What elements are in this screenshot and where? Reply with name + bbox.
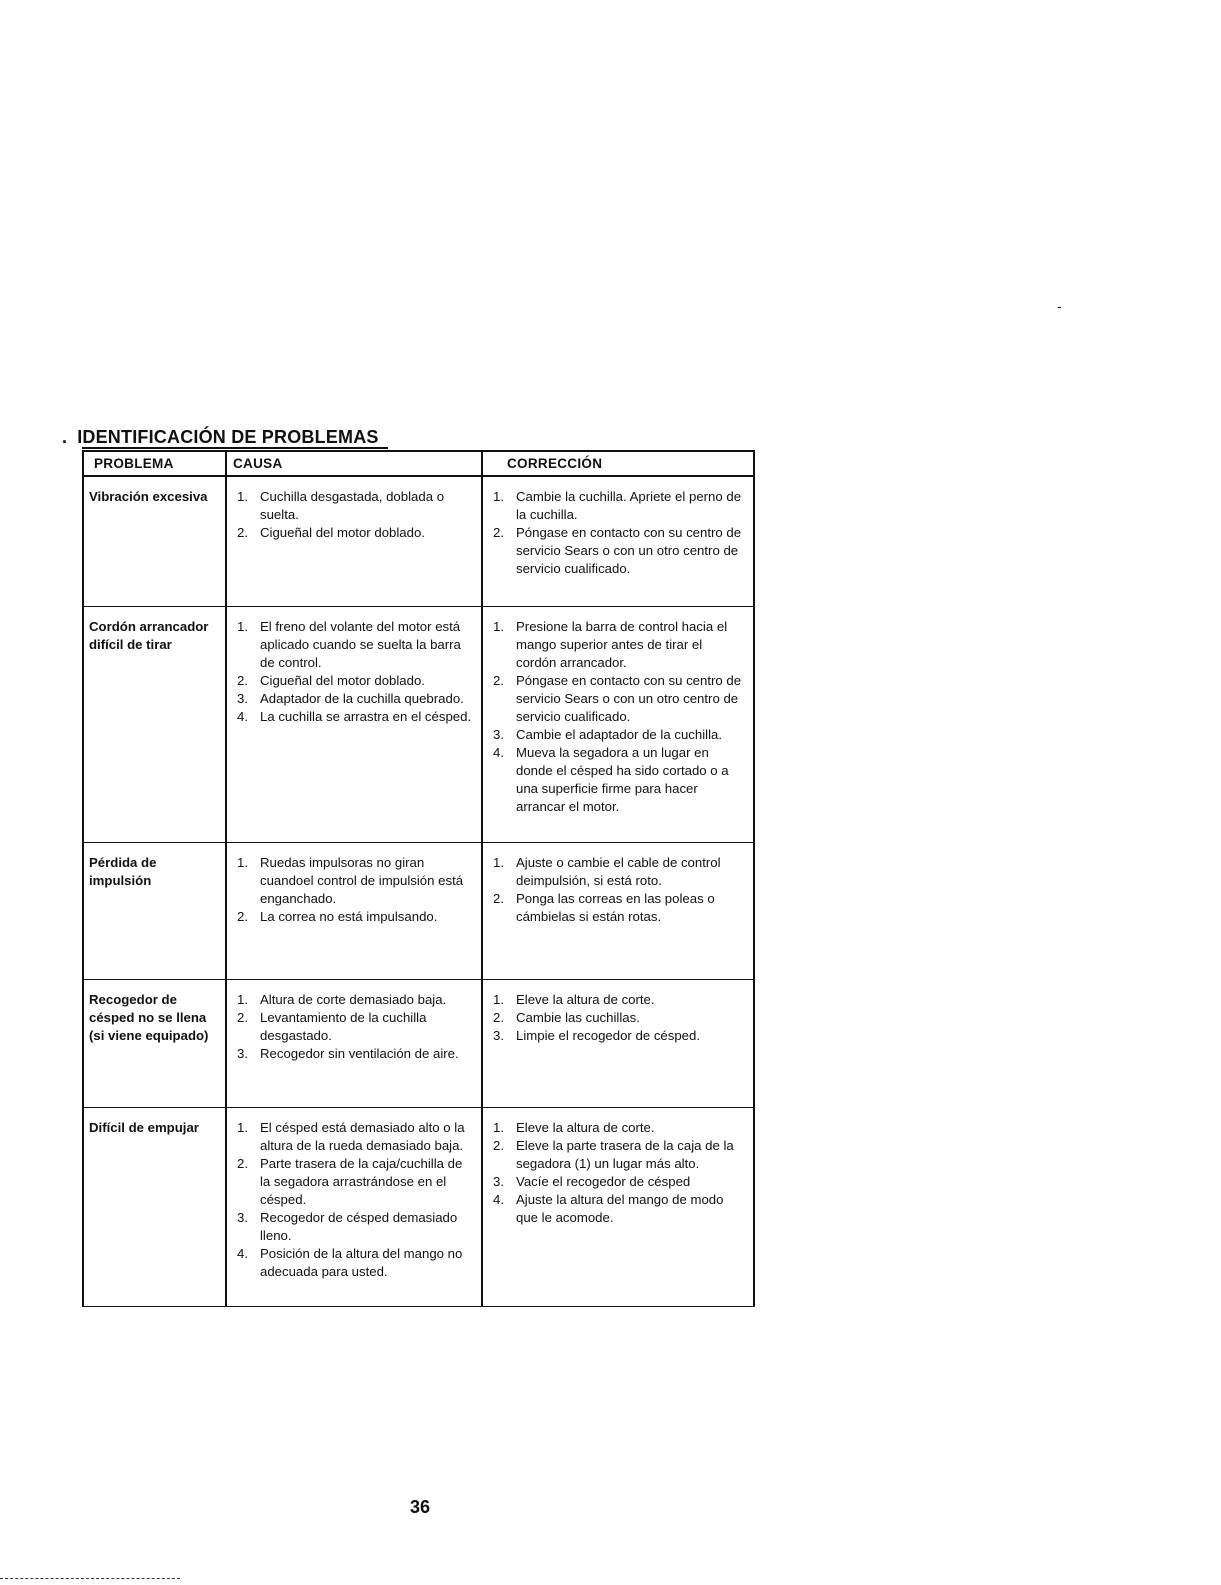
item-text: Eleve la altura de corte. bbox=[516, 991, 655, 1007]
item-text: Adaptador de la cuchilla quebrado. bbox=[260, 690, 464, 706]
stray-dot: - bbox=[1057, 298, 1062, 314]
item-number: 1. bbox=[237, 489, 248, 504]
item-number: 2. bbox=[237, 1155, 248, 1171]
cause-list bbox=[232, 488, 477, 542]
item-text: Levantamiento de la cuchilla desgastado. bbox=[260, 1009, 427, 1043]
page-number: 36 bbox=[410, 1497, 431, 1517]
cause-list bbox=[232, 854, 477, 926]
table-row bbox=[83, 979, 754, 1107]
title-bullet: . bbox=[62, 427, 68, 447]
troubleshooting-table bbox=[82, 450, 755, 1307]
item-number: 2. bbox=[493, 1009, 504, 1025]
item-number: 1. bbox=[493, 854, 504, 870]
list-item bbox=[493, 991, 749, 1009]
list-item bbox=[237, 488, 477, 524]
item-text: Póngase en contacto con su centro de servicio Sears o con un otro centro de servicio cualificado. bbox=[516, 672, 742, 724]
item-text: Cambie las cuchillas. bbox=[516, 1009, 640, 1025]
item-text: Cambie la cuchilla. Apriete el perno de la cuchilla. bbox=[516, 489, 742, 522]
section-title-text: IDENTIFICACIÓN DE PROBLEMAS bbox=[77, 427, 379, 447]
item-text: Altura de corte demasiado baja. bbox=[260, 991, 447, 1007]
list-item bbox=[237, 618, 477, 672]
item-text: Cambie el adaptador de la cuchilla. bbox=[516, 726, 722, 742]
problem-cell: Difícil de empujar bbox=[83, 1107, 226, 1306]
item-number: 3. bbox=[493, 1027, 504, 1043]
correction-list bbox=[488, 854, 749, 926]
header-cause: CAUSA bbox=[226, 451, 482, 476]
correction-cell bbox=[482, 476, 754, 606]
item-text: El césped está demasiado alto o la altura de la rueda demasiado baja. bbox=[260, 1119, 465, 1153]
list-item bbox=[493, 726, 749, 744]
list-item bbox=[493, 1191, 749, 1227]
item-number: 3. bbox=[237, 1045, 248, 1061]
item-number: 2. bbox=[237, 672, 248, 688]
item-text: Eleve la parte trasera de la caja de la segadora (1) un lugar más alto. bbox=[516, 1137, 734, 1171]
item-number: 4. bbox=[237, 708, 248, 724]
table-row bbox=[83, 476, 754, 606]
item-number: 2. bbox=[493, 672, 504, 688]
item-number: 2. bbox=[237, 1009, 248, 1025]
list-item bbox=[493, 618, 749, 672]
cause-list bbox=[232, 1119, 477, 1281]
list-item bbox=[237, 991, 477, 1009]
item-number: 4. bbox=[237, 1245, 248, 1261]
item-text: Presione la barra de control hacia el mango superior antes de tirar el cordón arrancador. bbox=[516, 618, 728, 670]
problem-cell: Recogedor de césped no se llena (si viene equipado) bbox=[83, 979, 226, 1107]
item-text: El freno del volante del motor está aplicado cuando se suelta la barra de control. bbox=[260, 618, 461, 670]
header-correction: CORRECCIÓN bbox=[482, 451, 754, 476]
cause-list bbox=[232, 618, 477, 726]
item-number: 2. bbox=[237, 908, 248, 924]
table-row bbox=[83, 1107, 754, 1306]
list-item bbox=[237, 1045, 477, 1063]
item-text: Eleve la altura de corte. bbox=[516, 1119, 655, 1135]
item-number: 4. bbox=[493, 744, 504, 760]
list-item bbox=[493, 890, 749, 926]
section-title bbox=[62, 426, 379, 448]
item-number: 1. bbox=[237, 991, 248, 1007]
item-text: Parte trasera de la caja/cuchilla de la segadora arrastrándose en el césped. bbox=[260, 1155, 463, 1207]
list-item bbox=[237, 1009, 477, 1045]
scan-artifact-line bbox=[0, 1578, 180, 1582]
list-item bbox=[493, 1119, 749, 1137]
item-text: Cigueñal del motor doblado. bbox=[260, 672, 425, 688]
item-text: Ajuste la altura del mango de modo que le acomode. bbox=[516, 1191, 724, 1225]
correction-list bbox=[488, 488, 749, 578]
list-item bbox=[493, 1009, 749, 1027]
item-text: Ponga las correas en las poleas o cámbielas si están rotas. bbox=[516, 890, 715, 924]
item-number: 1. bbox=[237, 854, 248, 870]
item-text: Ajuste o cambie el cable de control deimpulsión, si está roto. bbox=[516, 854, 721, 888]
correction-cell bbox=[482, 606, 754, 842]
item-text: La cuchilla se arrastra en el césped. bbox=[260, 708, 472, 724]
item-text: Cigueñal del motor doblado. bbox=[260, 525, 425, 540]
cause-cell bbox=[226, 1107, 482, 1306]
problem-cell: Cordón arrancador difícil de tirar bbox=[83, 606, 226, 842]
correction-cell bbox=[482, 979, 754, 1107]
item-number: 2. bbox=[493, 890, 504, 906]
item-text: Recogedor de césped demasiado lleno. bbox=[260, 1209, 458, 1243]
item-number: 4. bbox=[493, 1191, 504, 1207]
list-item bbox=[237, 1119, 477, 1155]
list-item bbox=[493, 1173, 749, 1191]
problem-cell: Pérdida de impulsión bbox=[83, 842, 226, 979]
cause-cell bbox=[226, 606, 482, 842]
item-text: Póngase en contacto con su centro de servicio Sears o con un otro centro de servicio cualificado. bbox=[516, 525, 742, 576]
item-text: Vacíe el recogedor de césped bbox=[516, 1173, 691, 1189]
table-row bbox=[83, 842, 754, 979]
item-number: 1. bbox=[237, 618, 248, 634]
list-item bbox=[237, 672, 477, 690]
list-item bbox=[493, 744, 749, 816]
item-number: 2. bbox=[237, 525, 248, 540]
list-item bbox=[237, 854, 477, 908]
table-header-row bbox=[83, 451, 754, 476]
cause-cell bbox=[226, 842, 482, 979]
item-number: 3. bbox=[493, 1173, 504, 1189]
item-number: 1. bbox=[237, 1119, 248, 1135]
table-row bbox=[83, 606, 754, 842]
item-text: La correa no está impulsando. bbox=[260, 908, 438, 924]
correction-cell bbox=[482, 1107, 754, 1306]
item-text: Ruedas impulsoras no giran cuandoel control de impulsión está enganchado. bbox=[260, 854, 464, 906]
correction-list bbox=[488, 618, 749, 816]
item-number: 2. bbox=[493, 525, 504, 540]
item-text: Cuchilla desgastada, doblada o suelta. bbox=[260, 489, 445, 522]
list-item bbox=[237, 1209, 477, 1245]
cause-list bbox=[232, 991, 477, 1063]
list-item bbox=[493, 672, 749, 726]
item-number: 3. bbox=[237, 690, 248, 706]
item-number: 1. bbox=[493, 489, 504, 504]
list-item bbox=[493, 488, 749, 524]
cause-cell bbox=[226, 476, 482, 606]
list-item bbox=[237, 524, 477, 542]
list-item bbox=[237, 708, 477, 726]
item-number: 3. bbox=[493, 726, 504, 742]
list-item bbox=[237, 690, 477, 708]
list-item bbox=[493, 1137, 749, 1173]
header-problem: PROBLEMA bbox=[83, 451, 226, 476]
correction-list bbox=[488, 991, 749, 1045]
list-item bbox=[493, 524, 749, 578]
list-item bbox=[237, 1245, 477, 1281]
item-text: Recogedor sin ventilación de aire. bbox=[260, 1045, 459, 1061]
problem-cell: Vibración excesiva bbox=[83, 476, 226, 606]
item-number: 1. bbox=[493, 618, 504, 634]
title-underline bbox=[82, 447, 388, 449]
correction-cell bbox=[482, 842, 754, 979]
item-number: 2. bbox=[493, 1137, 504, 1153]
item-text: Mueva la segadora a un lugar en donde el césped ha sido cortado o a una superficie firme para hacer arrancar el motor. bbox=[516, 744, 729, 814]
list-item bbox=[493, 854, 749, 890]
correction-list bbox=[488, 1119, 749, 1227]
cause-cell bbox=[226, 979, 482, 1107]
item-number: 3. bbox=[237, 1209, 248, 1225]
table-body bbox=[83, 476, 754, 1306]
list-item bbox=[237, 1155, 477, 1209]
list-item bbox=[493, 1027, 749, 1045]
list-item bbox=[237, 908, 477, 926]
item-number: 1. bbox=[493, 991, 504, 1007]
item-text: Posición de la altura del mango no adecuada para usted. bbox=[260, 1245, 463, 1279]
item-text: Limpie el recogedor de césped. bbox=[516, 1027, 701, 1043]
item-number: 1. bbox=[493, 1119, 504, 1135]
